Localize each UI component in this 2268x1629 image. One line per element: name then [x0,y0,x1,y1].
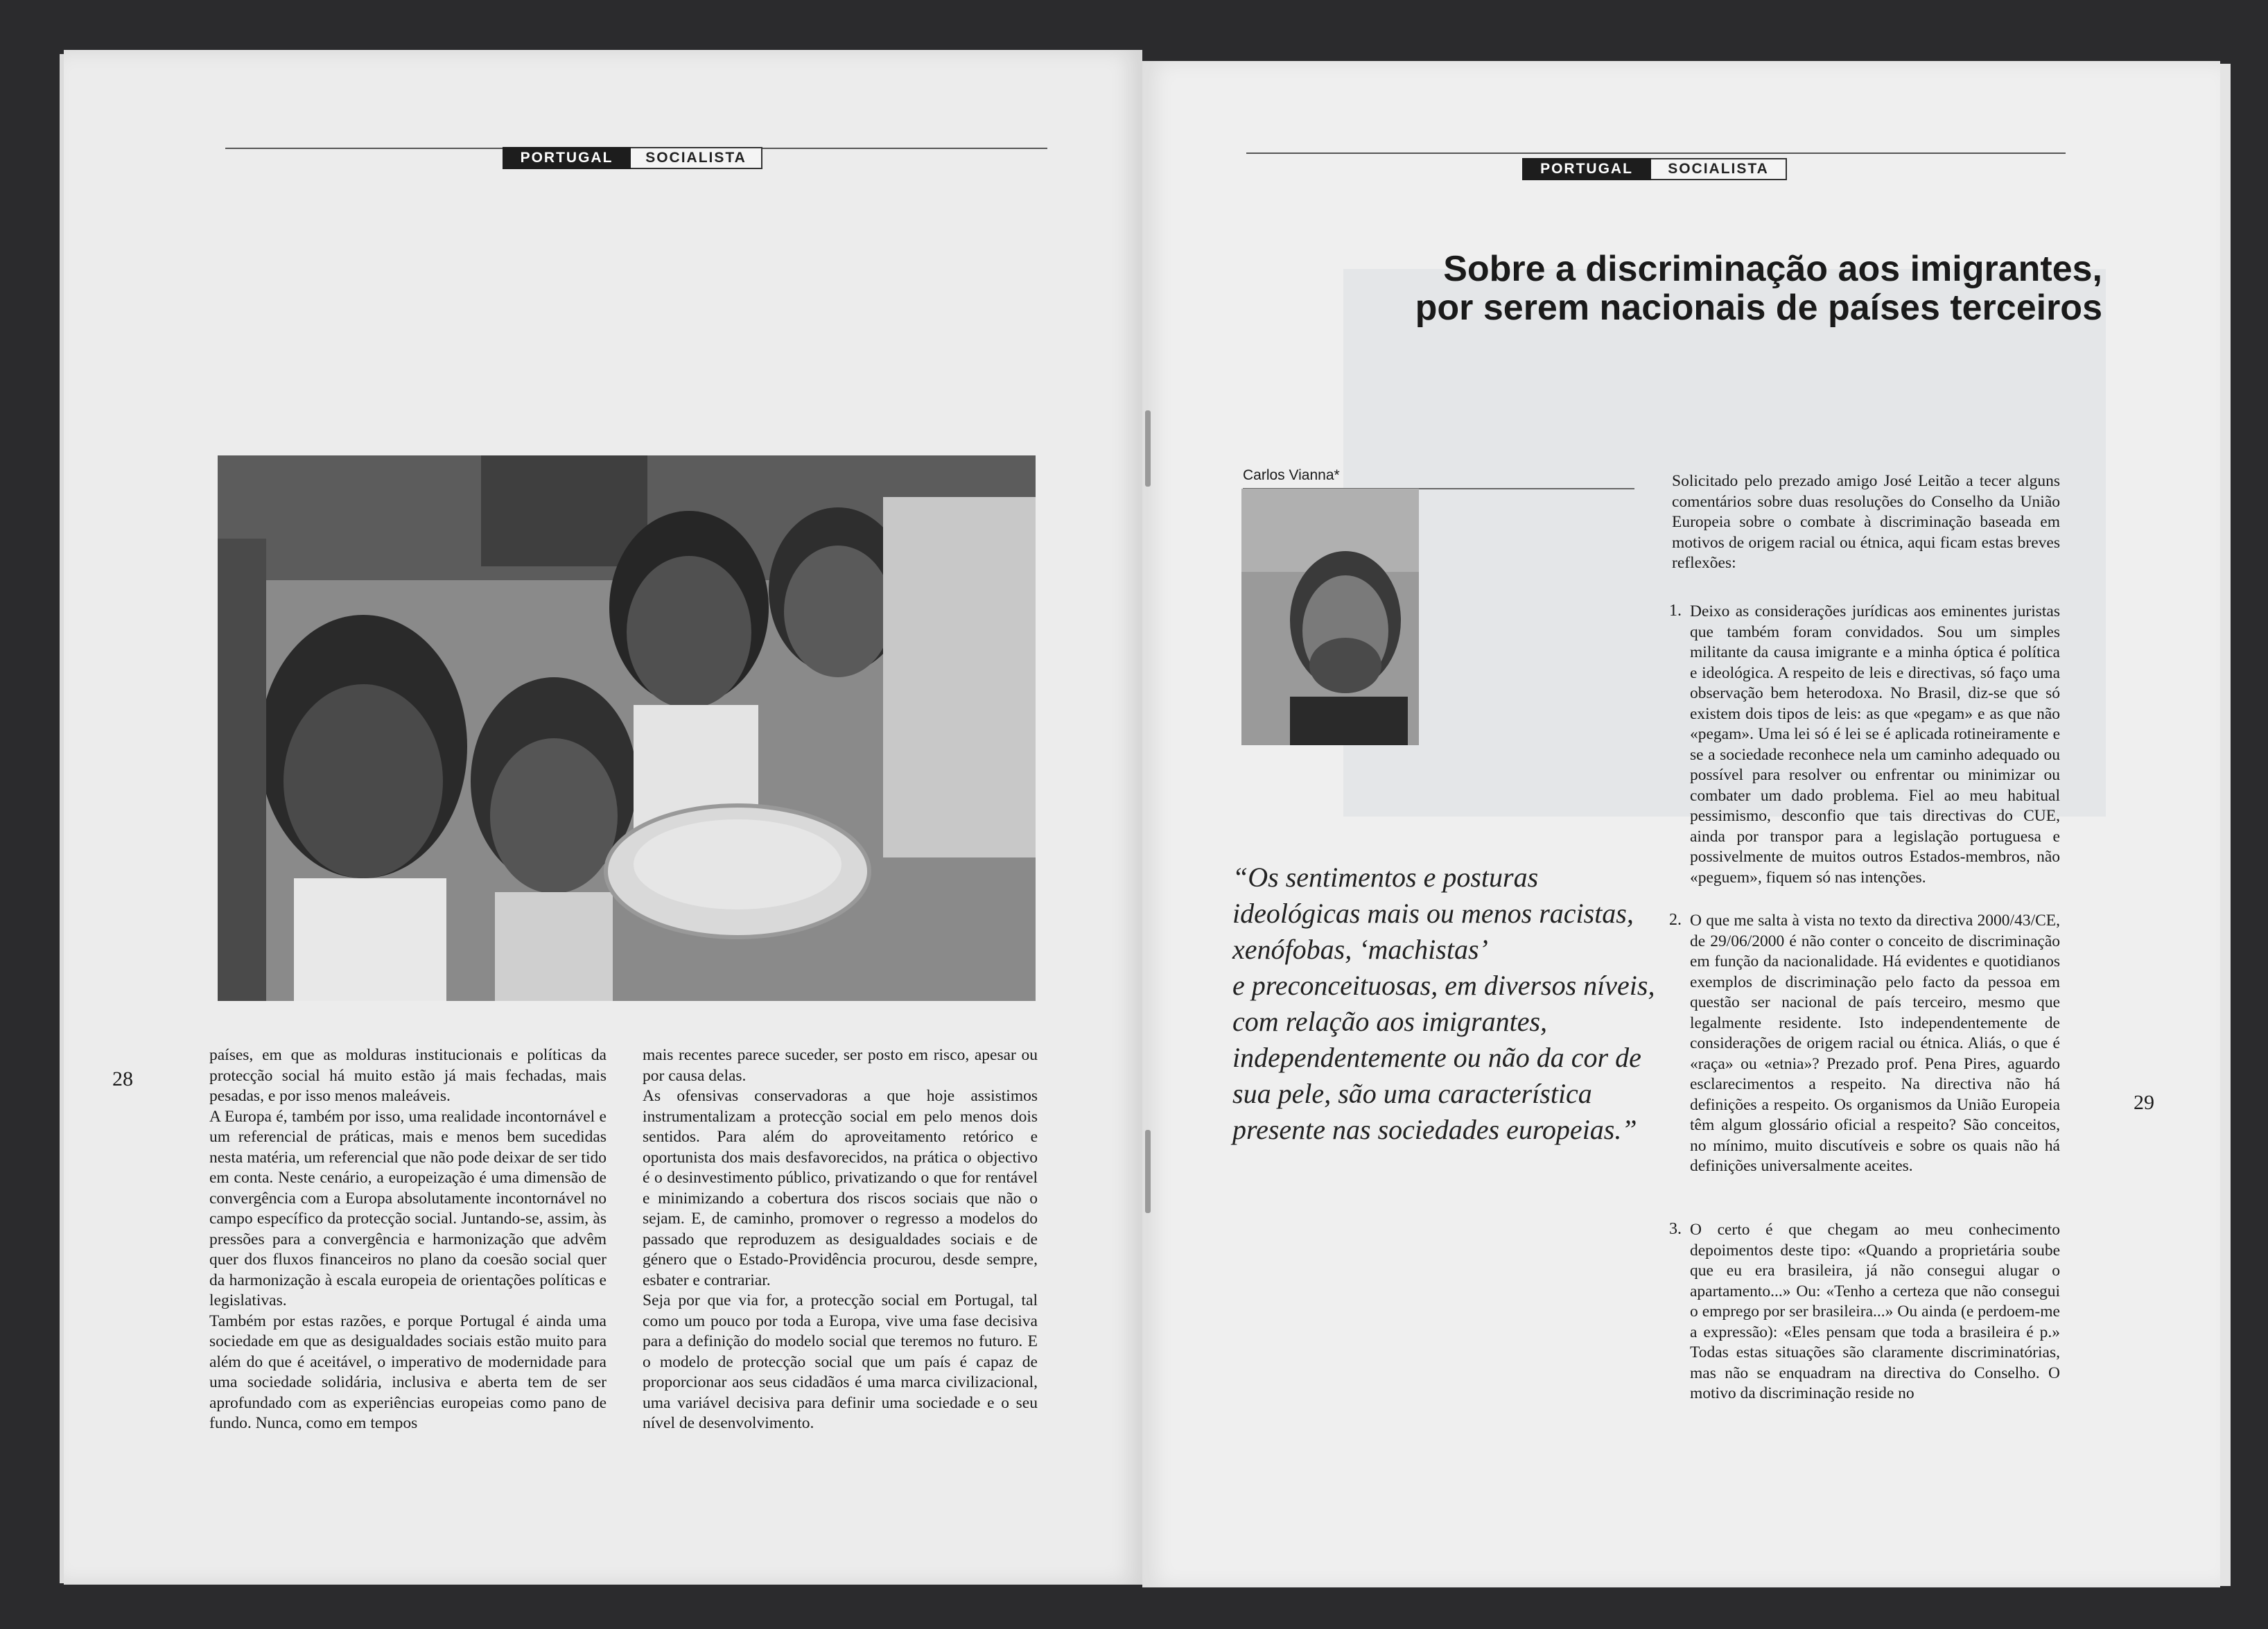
left-column-2 [643,1045,1038,1434]
quote-line: sua pele, são uma característica [1232,1078,1592,1109]
list-item: O que me salta à vista no texto da directiva 2000/43/CE, de 29/06/2000 é não conter o conceito de discriminação em função da nacionalidade. Há evidentes e quotidianos exemplos de discriminação pelo facto da pessoa em questão ser nacional de país terceiro, mesmo que legalmente residente. Isto independentemente de considerações de origem racial ou étnica. Aliás, o que é «raça» ou «etnia»? Prezado prof. Pena Pires, aguardo esclarecimentos a respeito. Na directiva não há definições a respeito. Os organismos da União Europeia têm algum glossário oficial a respeito? São conceitos, no mínimo, muito discutíveis e sobre os quais não há definições universalmente aceites. [1690,912,2060,1175]
list-number: 1. [1669,602,1682,620]
article-title [1281,250,2102,327]
header-rule [1246,153,2066,154]
page-number-left: 28 [112,1068,133,1090]
list-number: 2. [1669,911,1682,929]
paragraph: As ofensivas conservadoras a que hoje assistimos instrumentalizam a protecção social em pelo menos dois sentidos. Para além do aproveitamento retórico e oportunista dos mais desfavorecidos, na prática o objectivo é o desinvestimento público, privatizando o que for rentável e minimizando a cobertura dos riscos sociais que não o sejam. E, de caminho, promover o regresso a modelos do passado que reproduzem as desigualdades sociais e de género que o Estado-Providência procurou, desde sempre, esbater e contrariar. [643,1087,1038,1289]
quote-line: independentemente ou não da cor de [1232,1042,1641,1073]
paragraph: Também por estas razões, e porque Portugal é ainda uma sociedade em que as desigualdades sociais estão muito para além do que é aceitável, o imperativo de modernidade para uma sociedade solidária, inclusiva e aberta tem de ser aprofundado com as experiências europeias como pano de fundo. Nunca, como em tempos [209,1312,607,1432]
author-byline: Carlos Vianna* [1243,467,1340,483]
title-line-1: Sobre a discriminação aos imigrantes, [1443,249,2102,289]
left-column-1 [209,1045,607,1434]
list-number: 3. [1669,1220,1682,1238]
staple-top [1145,410,1151,487]
header-tag-socialista: SOCIALISTA [631,147,762,169]
quote-line: ideológicas mais ou menos racistas, [1232,898,1634,929]
pull-quote [1232,860,1662,1148]
left-page [64,50,1142,1585]
page-number-right: 29 [2134,1091,2154,1114]
intro-paragraph: Solicitado pelo prezado amigo José Leitão a tecer alguns comentários sobre duas resoluções do Conselho da União Europeia sobre o combate à discriminação baseada em motivos de origem racial ou étnica, aqui ficam estas breves reflexões: [1672,472,2060,572]
list-item: O certo é que chegam ao meu conhecimento depoimentos deste tipo: «Quando a proprietária soube que eu era brasileira, já não consegui alugar o apartamento...» Ou: «Tenho a certeza que não consegui o emprego por ser brasileira...» Ou ainda (e perdoem-me a expressão): «Eles pensam que toda a brasileira é p.» Todas estas situações são claramente discriminatórias, mas não se enquadram na directiva do Conselho. O motivo da discriminação reside no [1690,1221,2060,1402]
quote-line: xenófobas, ‘machistas’ [1232,934,1488,965]
header-tag-portugal: PORTUGAL [1522,158,1651,180]
title-line-2: por serem nacionais de países terceiros [1415,288,2102,328]
paragraph: Seja por que via for, a protecção social em Portugal, tal como um pouco por toda a Europa, vive uma fase decisiva para a definição do modelo social que teremos no futuro. E o modelo de protecção social que um país é capaz de proporcionar aos seus cidadãos é uma marca civilizacional, uma variável decisiva para definir uma sociedade e o seu nível de desenvolvimento. [643,1291,1038,1432]
author-portrait [1241,489,1419,745]
paragraph: A Europa é, também por isso, uma realidade incontornável e um referencial de práticas, mais e menos bem sucedidas nesta matéria, um referencial que não pode deixar de ser tido em conta. Neste cenário, a europeização é uma dimensão de convergência com a Europa absolutamente incontornável no campo específico da protecção social. Juntando-se, assim, às pressões para a convergência e harmonização que advêm quer dos fluxos financeiros no plano da coesão social quer da harmonização à escala europeia de orientações políticas e legislativas. [209,1107,607,1309]
children-photo [218,455,1036,1001]
staple-bottom [1145,1130,1151,1213]
quote-line: e preconceituosas, em diversos níveis, [1232,970,1655,1001]
children-photo-illustration [218,455,1036,1001]
right-page [1142,61,2220,1587]
quote-line: presente nas sociedades europeias.” [1232,1114,1637,1145]
paragraph: mais recentes parece suceder, ser posto em risco, apesar ou por causa delas. [643,1046,1038,1085]
quote-line: com relação aos imigrantes, [1232,1006,1548,1037]
author-photo [1241,489,1419,745]
list-item: Deixo as considerações jurídicas aos eminentes juristas que também foram convidados. Sou um simples militante da causa imigrante e a minha óptica é política e ideológica. A respeito de leis e directivas, só faço uma observação bem heterodoxa. No Brasil, diz-se que só existem dois tipos de leis: as que «pegam» e as que não «pegam». Uma lei só é lei se é aplicada rotineiramente e se a sociedade reconhece nela um caminho adequado ou possível para resolver ou enfrentar ou minimizar ou combater um dado problema. Fiel ao meu habitual pessimismo, desconfio que tais directivas do CUE, ainda por transpor para a legislação portuguesa e possivelmente de muitos outros Estados-membros, não «peguem», fiquem só nas intenções. [1690,602,2060,887]
paragraph: países, em que as molduras institucionais e políticas da protecção social há muito estão já mais fechadas, mais pesadas, e por isso menos maleáveis. [209,1046,607,1105]
quote-line: “Os sentimentos e posturas [1232,862,1539,893]
header-tag-portugal: PORTUGAL [503,147,631,169]
header-tag-socialista: SOCIALISTA [1651,158,1787,180]
